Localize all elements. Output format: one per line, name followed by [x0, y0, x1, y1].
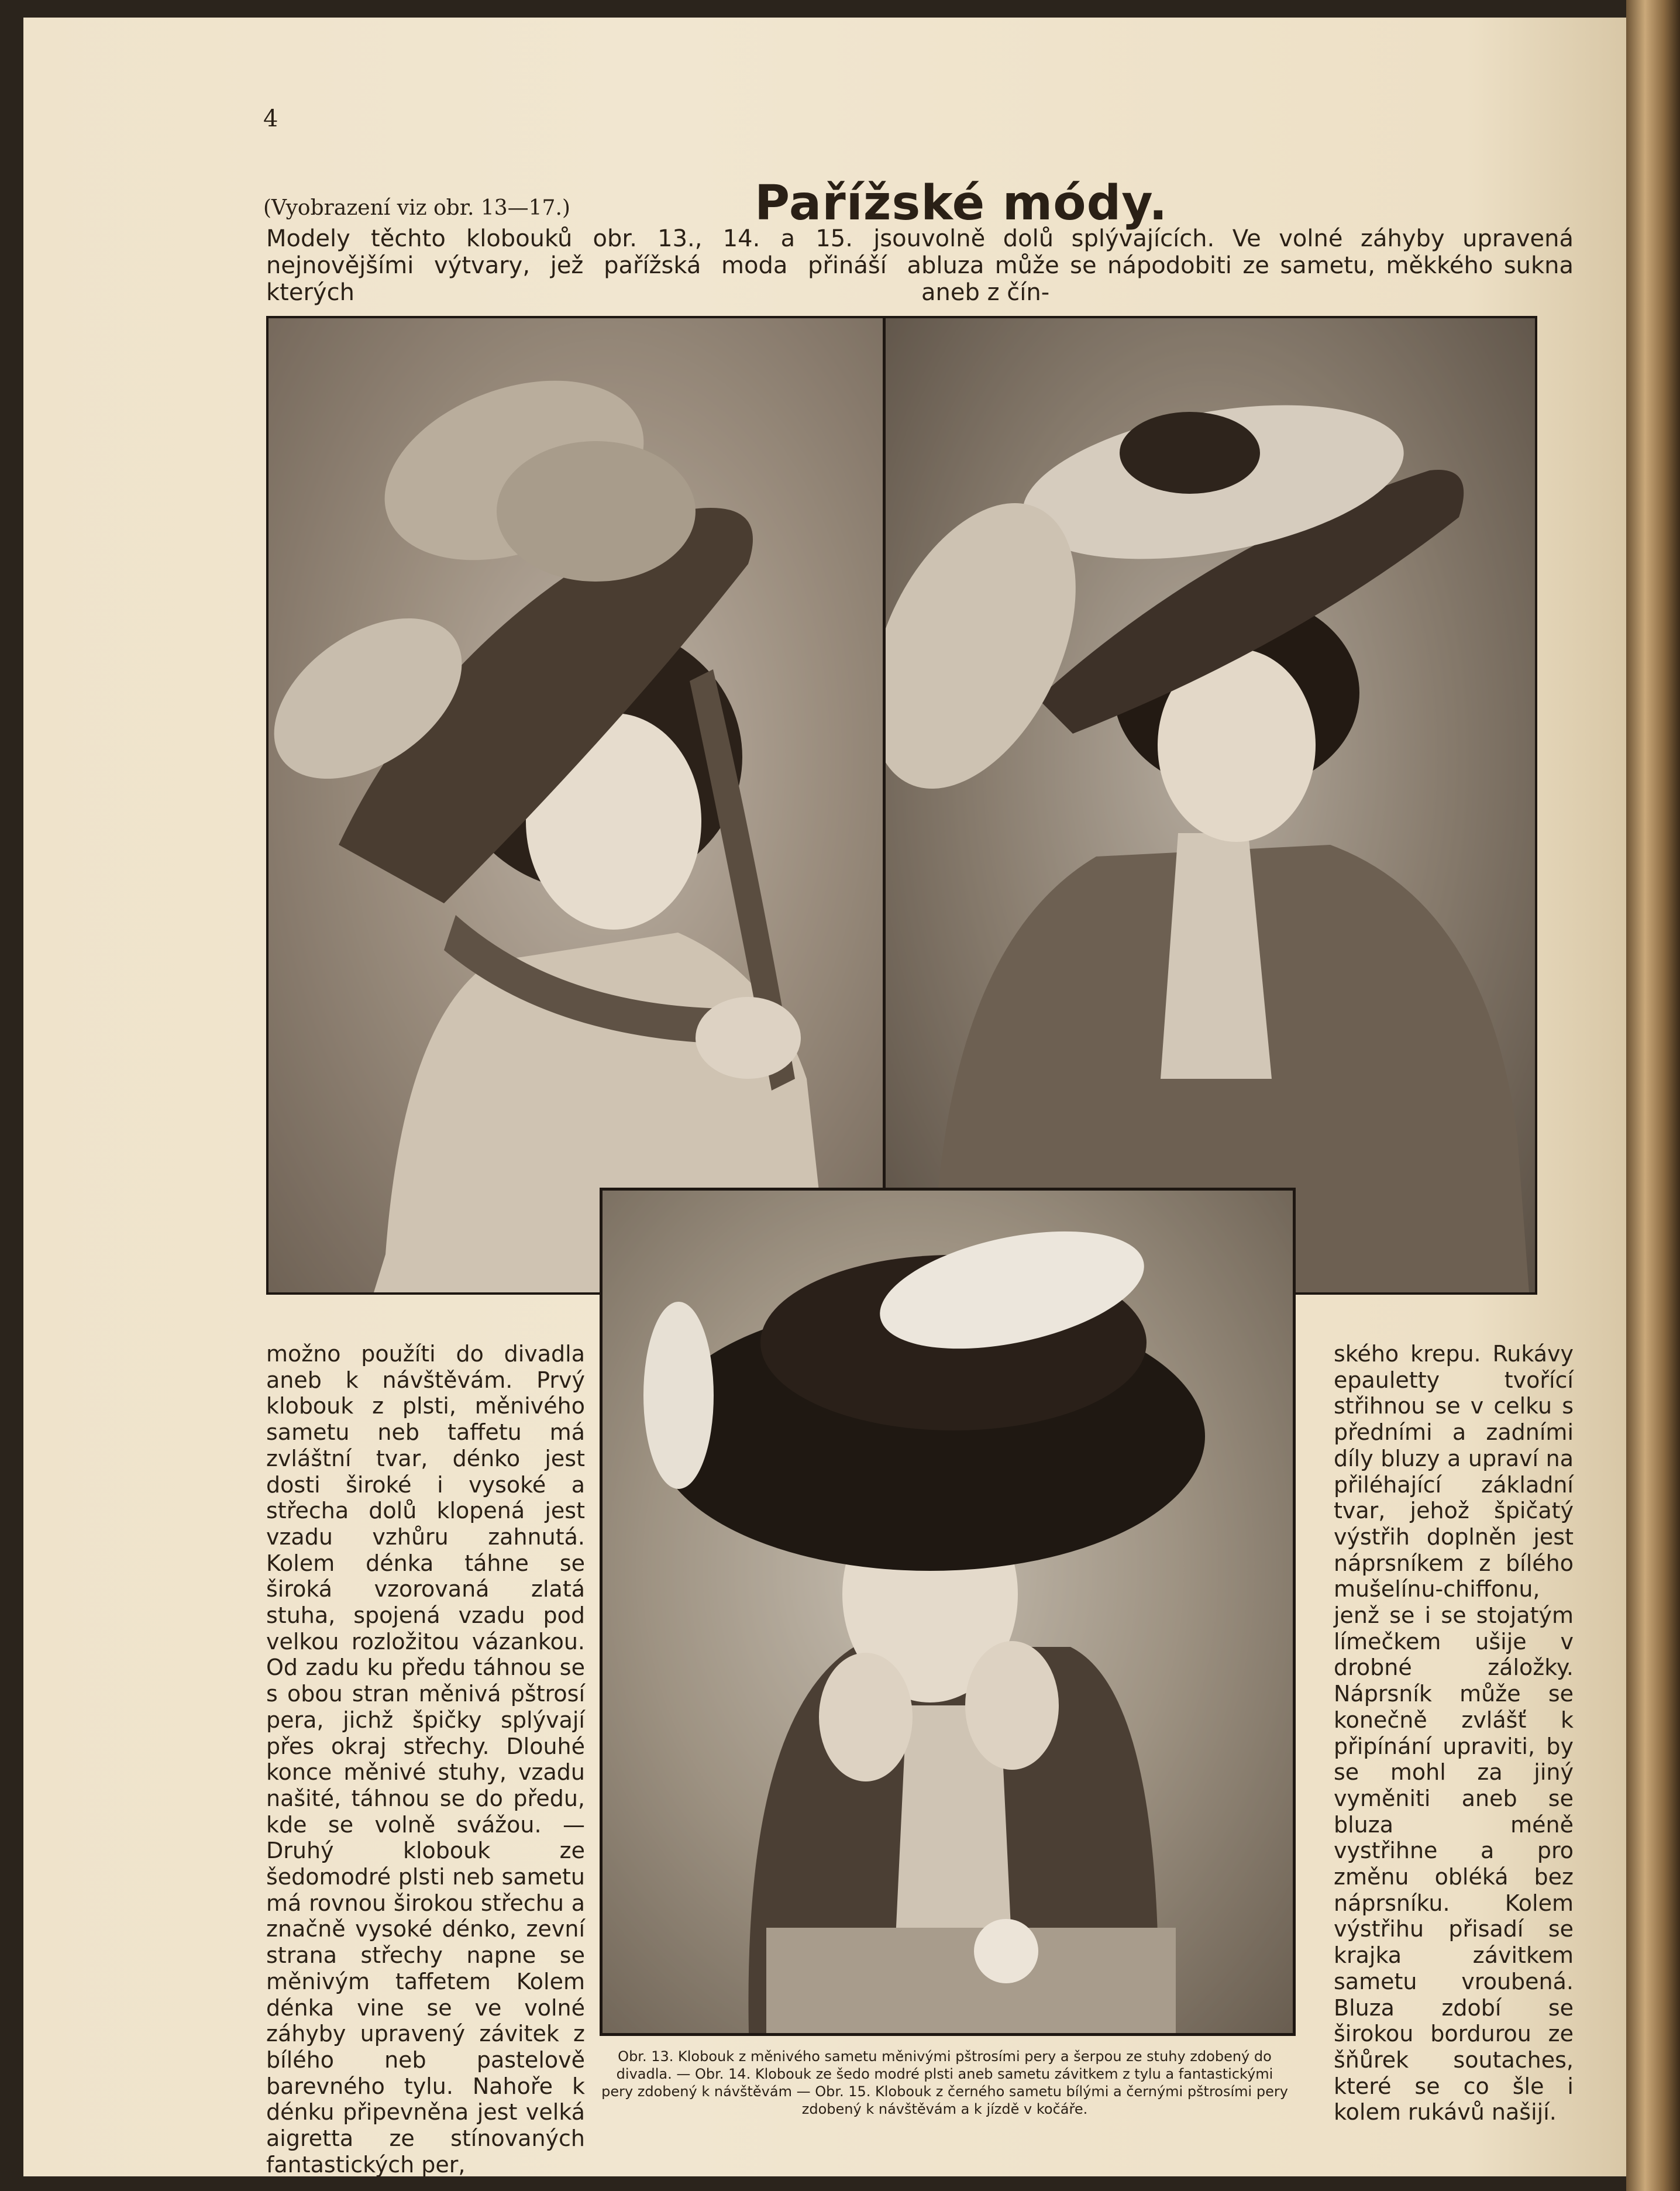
- photo-figure-13: [266, 316, 885, 1295]
- intro-text-right: volně dolů splývajících. Ve volné záhyby upravená bluza může se nápodobiti ze sametu, měkkého sukna aneb z čín-: [921, 225, 1574, 306]
- figure-reference: (Vyobrazení viz obr. 13—17.): [263, 196, 570, 220]
- article-title: Pařížské módy.: [755, 176, 1168, 231]
- intro-text-left: Modely těchto klobouků obr. 13., 14. a 15. jsou nejnovějšími výtvary, jež pařížská moda přináší a kterých: [266, 225, 921, 306]
- body-text-left: možno použíti do divadla aneb k návštěvám. Prvý klobouk z plsti, měnivého sametu neb taffetu má zvláštní tvar, dénko jest dosti široké i vysoké a střecha dolů klopená jest vzadu vzhůru zahnutá. Kolem dénka táhne se široká vzorovaná zlatá stuha, spojená vzadu pod velkou rozložitou vázankou. Od zadu ku předu táhnou se s obou stran měnivá pštrosí pera, jichž špičky splývají přes okraj střechy. Dlouhé konce měnivé stuhy, vzadu našité, táhnou se do předu, kde se volně svážou. — Druhý klobouk ze šedomodré plsti neb sametu má rovnou širokou střechu a značně vysoké dénko, zevní strana střechy napne se měnivým taffetem Kolem dénka vine se ve volné záhyby upravený závitek z bílého neb pastelově barevného tylu. Nahoře k dénku připevněna jest velká aigretta ze stínovaných fantastických per,: [266, 1341, 585, 2178]
- photo-figure-14: [883, 316, 1537, 1295]
- page-number: 4: [263, 105, 278, 132]
- photo-figure-15: [600, 1188, 1296, 2036]
- figure-caption: Obr. 13. Klobouk z měnivého sametu měnivými pštrosími pery a šerpou ze stuhy zdobený do divadla. — Obr. 14. Klobouk ze šedo modré plsti aneb sametu závitkem z tylu a fantastickými pery zdobený k návštěvám — Obr. 15. Klobouk z černého sametu bílými a černými pštrosími pery zdobený k návštěvám a k jízdě v kočáře.: [601, 2048, 1288, 2117]
- body-text-right: ského krepu. Rukávy epauletty tvořící střihnou se v celku s předními a zadními díly bluzy a upraví na přiléhající základní tvar, jehož špičatý výstřih doplněn jest náprsníkem z bílého mušelínu-chiffonu, jenž se i se stojatým límečkem ušije v drobné záložky. Náprsník může se konečně zvlášť k připínání upraviti, by se mohl za jiný vyměniti aneb se bluza méně vystřihne a pro změnu obléká bez náprsníku. Kolem výstřihu přisadí se krajka závitkem sametu vroubená. Bluza zdobí se širokou bordurou ze šňůrek soutaches, které se co šle i kolem rukávů našijí.: [1334, 1341, 1574, 2125]
- page: [23, 18, 1626, 2176]
- book-spine: [1626, 0, 1680, 2191]
